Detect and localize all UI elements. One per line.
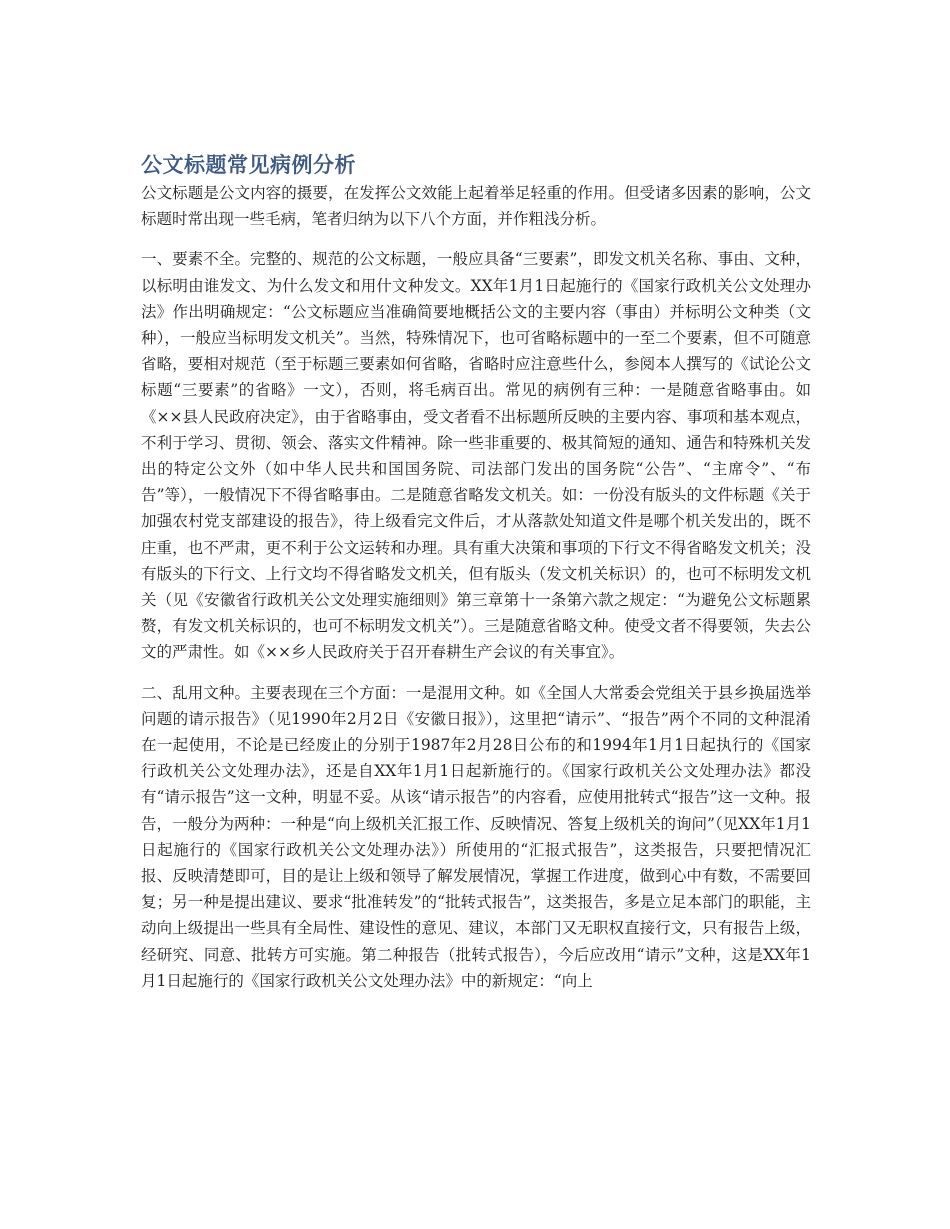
paragraph-section-2: 二、乱用文种。主要表现在三个方面：一是混用文种。如《全国人大常委会党组关于县乡换届选举问题的请示报告》（见1990年2月2日《安徽日报》），这里把“请示”、“报告”两个不同的文种混淆在一起使用，不论是已经废止的分别于1987年2月28日公布的和1994年1月1日起执行的《国家行政机关公文处理办法》，还是自XX年1月1日起新施行的。《国家行政机关公文处理办法》都没有“请示报告”这一文种，明显不妥。从该“请示报告”的内容看，应使用批转式“报告”这一文种。报告，一般分为两种：一种是“向上级机关汇报工作、反映情况、答复上级机关的询问”（见XX年1月1日起施行的《国家行政机关公文处理办法》）所使用的“汇报式报告”，这类报告，只要把情况汇报、反映清楚即可，目的是让上级和领导了解发展情况，掌握工作进度，做到心中有数，不需要回复；另一种是提出建议、要求“批准转发”的“批转式报告”，这类报告，多是立足本部门的职能，主动向上级提出一些具有全局性、建设性的意见、建议，本部门又无职权直接行文，只有报告上级，经研究、同意、批转方可实施。第二种报告（批转式报告），今后应改用“请示”文种，这是XX年1月1日起施行的《国家行政机关公文处理办法》中的新规定：“向上 (141, 683, 811, 990)
document-title: 公文标题常见病例分析 (141, 153, 356, 177)
document-page (141, 150, 811, 994)
paragraph-intro: 公文标题是公文内容的摄要，在发挥公文效能上起着举足轻重的作用。但受诸多因素的影响，公文标题时常出现一些毛病，笔者归纳为以下八个方面，并作粗浅分析。 (141, 184, 811, 229)
paragraph-section-1: 一、要素不全。完整的、规范的公文标题，一般应具备“三要素”，即发文机关名称、事由、文种，以标明由谁发文、为什么发文和用什文种发文。XX年1月1日起施行的《国家行政机关公文处理办法》作出明确规定：“公文标题应当准确简要地概括公文的主要内容（事由）并标明公文种类（文种），一般应当标明发文机关”。当然，特殊情况下，也可省略标题中的一至二个要素，但不可随意省略，要相对规范（至于标题三要素如何省略，省略时应注意些什么，参阅本人撰写的《试论公文标题“三要素”的省略》一文），否则，将毛病百出。常见的病例有三种：一是随意省略事由。如《××县人民政府决定》，由于省略事由，受文者看不出标题所反映的主要内容、事项和基本观点，不利于学习、贯彻、领会、落实文件精神。除一些非重要的、极其简短的通知、通告和特殊机关发出的特定公文外（如中华人民共和国国务院、司法部门发出的国务院“公告”、“主席令”、“布告”等），一般情况下不得省略事由。二是随意省略发文机关。如：一份没有版头的文件标题《关于加强农村党支部建设的报告》，待上级看完文件后，才从落款处知道文件是哪个机关发出的，既不庄重，也不严肃，更不利于公文运转和办理。具有重大决策和事项的下行文不得省略发文机关；没有版头的下行文、上行文均不得省略发文机关，但有版头（发文机关标识）的，也可不标明发文机关（见《安徽省行政机关公文处理实施细则》第三章第十一条第六款之规定：“为避免公文标题累赘，有发文机关标识的，也可不标明发文机关”）。三是随意省略文种。使受文者不得要领，失去公文的严肃性。如《××乡人民政府关于召开春耕生产会议的有关事宜》。 (141, 250, 811, 662)
